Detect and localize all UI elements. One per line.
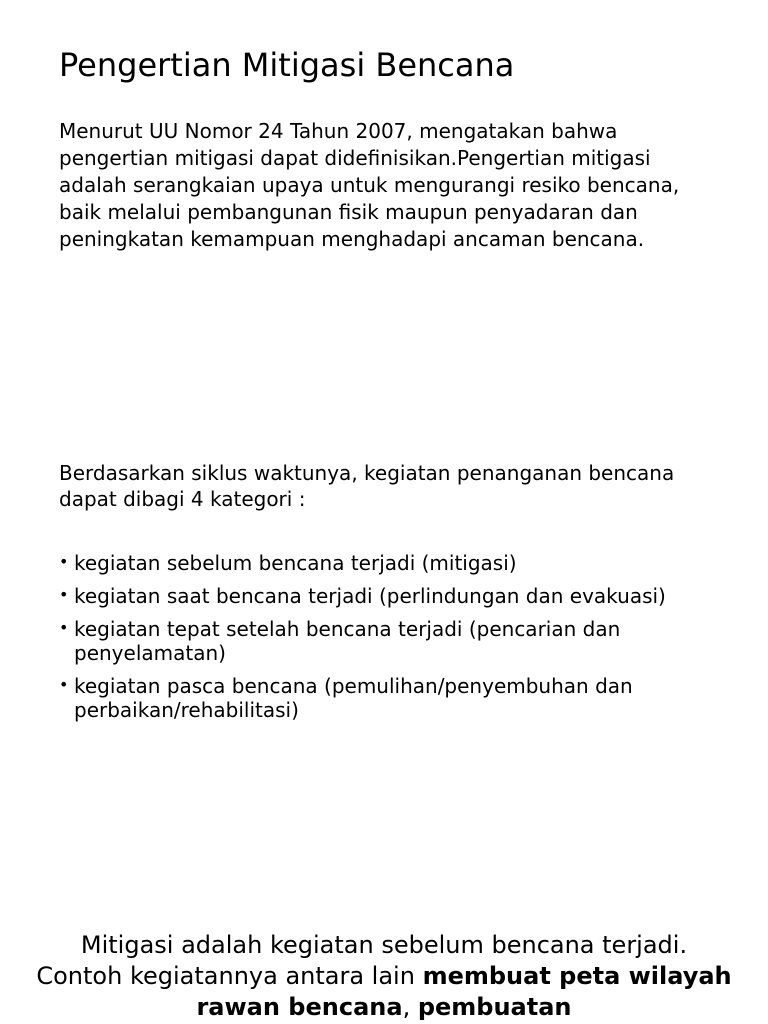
intro-paragraph: Menurut UU Nomor 24 Tahun 2007, mengatakan bahwa pengertian mitigasi dapat didefinisikan.Pengertian mitigasi adalah serangkaian upaya untuk mengurangi resiko bencana, baik melalui pembangunan fisik maupun penyadaran dan peningkatan kemampuan menghadapi ancaman bencana. <box>59 119 680 251</box>
closing-separator: , <box>402 993 418 1021</box>
list-item <box>59 551 719 575</box>
categories-list <box>59 551 719 731</box>
bullet-icon: • <box>59 675 69 694</box>
list-item-text: kegiatan saat bencana terjadi (perlindungan dan evakuasi) <box>74 584 666 608</box>
closing-bold-pembuatan: pembuatan <box>417 993 572 1021</box>
bullet-icon: • <box>59 585 69 604</box>
closing-bold-map: membuat peta wilayah rawan bencana <box>196 962 732 1021</box>
list-item <box>59 674 719 722</box>
closing-line-1: Mitigasi adalah kegiatan sebelum bencana terjadi. <box>80 931 688 959</box>
bullet-icon: • <box>59 552 69 571</box>
list-item <box>59 584 719 608</box>
bullet-icon: • <box>59 618 69 637</box>
closing-line-2-prefix: Contoh kegiatannya antara lain <box>36 962 423 990</box>
list-item-text: kegiatan sebelum bencana terjadi (mitigasi) <box>74 551 517 575</box>
list-item-text: kegiatan pasca bencana (pemulihan/penyembuhan dan perbaikan/rehabilitasi) <box>74 674 633 722</box>
page-title: Pengertian Mitigasi Bencana <box>59 46 515 84</box>
categories-heading: Berdasarkan siklus waktunya, kegiatan penanganan bencana dapat dibagi 4 kategori : <box>59 461 675 511</box>
list-item <box>59 617 719 665</box>
list-item-text: kegiatan tepat setelah bencana terjadi (pencarian dan penyelamatan) <box>74 617 621 665</box>
closing-paragraph <box>30 930 738 1023</box>
